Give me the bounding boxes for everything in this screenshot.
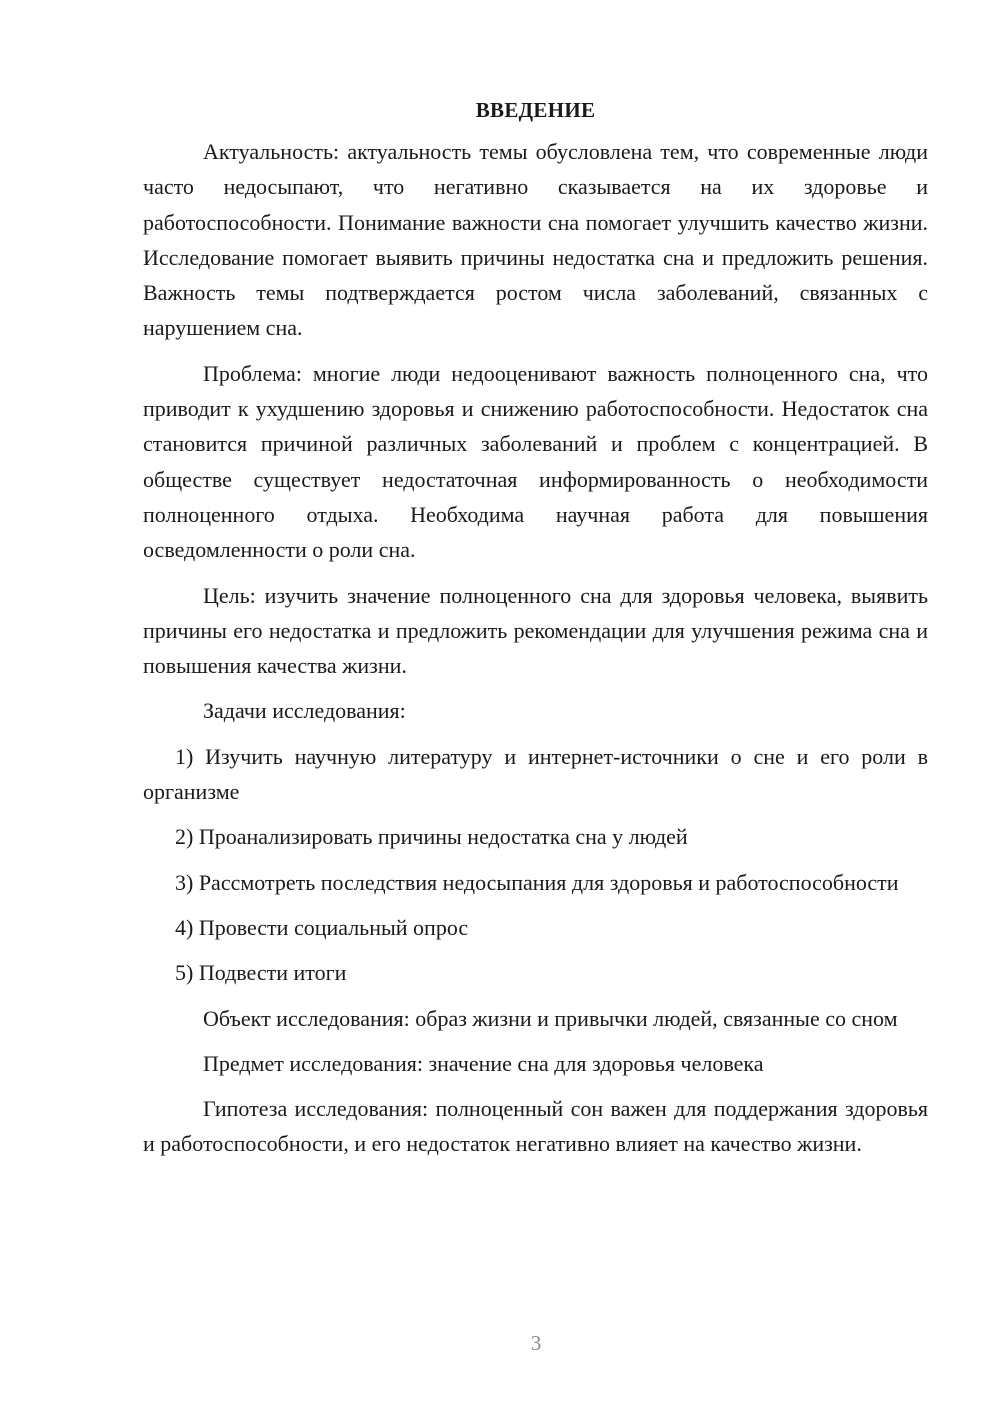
section-title: ВВЕДЕНИЕ bbox=[475, 98, 596, 122]
goal-paragraph: Цель: изучить значение полноценного сна для здоровья человека, выявить причины его недостатка и предложить рекомендации для улучшения режима сна и повышения качества жизни. bbox=[143, 582, 928, 679]
subject-paragraph: Предмет исследования: значение сна для здоровья человека bbox=[203, 1050, 764, 1076]
object-paragraph: Объект исследования: образ жизни и привычки людей, связанные со сном bbox=[203, 1005, 898, 1031]
hypothesis-paragraph: Гипотеза исследования: полноценный сон важен для поддержания здоровья и работоспособности, и его недостаток негативно влияет на качество жизни. bbox=[143, 1096, 928, 1157]
task-item: 5) Подвести итоги bbox=[175, 960, 347, 986]
task-item: 1) Изучить научную литературу и интернет-источники о сне и его роли в организме bbox=[143, 743, 928, 805]
task-item: 2) Проанализировать причины недостатка сна у людей bbox=[175, 824, 688, 850]
problem-paragraph: Проблема: многие люди недооценивают важность полноценного сна, что приводит к ухудшению здоровья и снижению работоспособности. Недостаток сна становится причиной различных заболеваний и проблем с концентрацией. В обществе существует недостаточная информированность о необходимости полноценного отдыха. Необходима научная работа для повышения осведомленности о роли сна. bbox=[143, 360, 928, 563]
page-body bbox=[143, 92, 928, 1172]
tasks-heading: Задачи исследования: bbox=[203, 698, 406, 724]
task-item: 3) Рассмотреть последствия недосыпания для здоровья и работоспособности bbox=[175, 869, 899, 895]
page-number: 3 bbox=[530, 1331, 542, 1355]
task-item: 4) Провести социальный опрос bbox=[175, 914, 469, 940]
relevance-paragraph: Актуальность: актуальность темы обусловлена тем, что современные люди часто недосыпают, что негативно сказывается на их здоровье и работоспособности. Понимание важности сна помогает улучшить качество жизни. Исследование помогает выявить причины недостатка сна и предложить решения. Важность темы подтверждается ростом числа заболеваний, связанных с нарушением сна. bbox=[143, 139, 928, 341]
